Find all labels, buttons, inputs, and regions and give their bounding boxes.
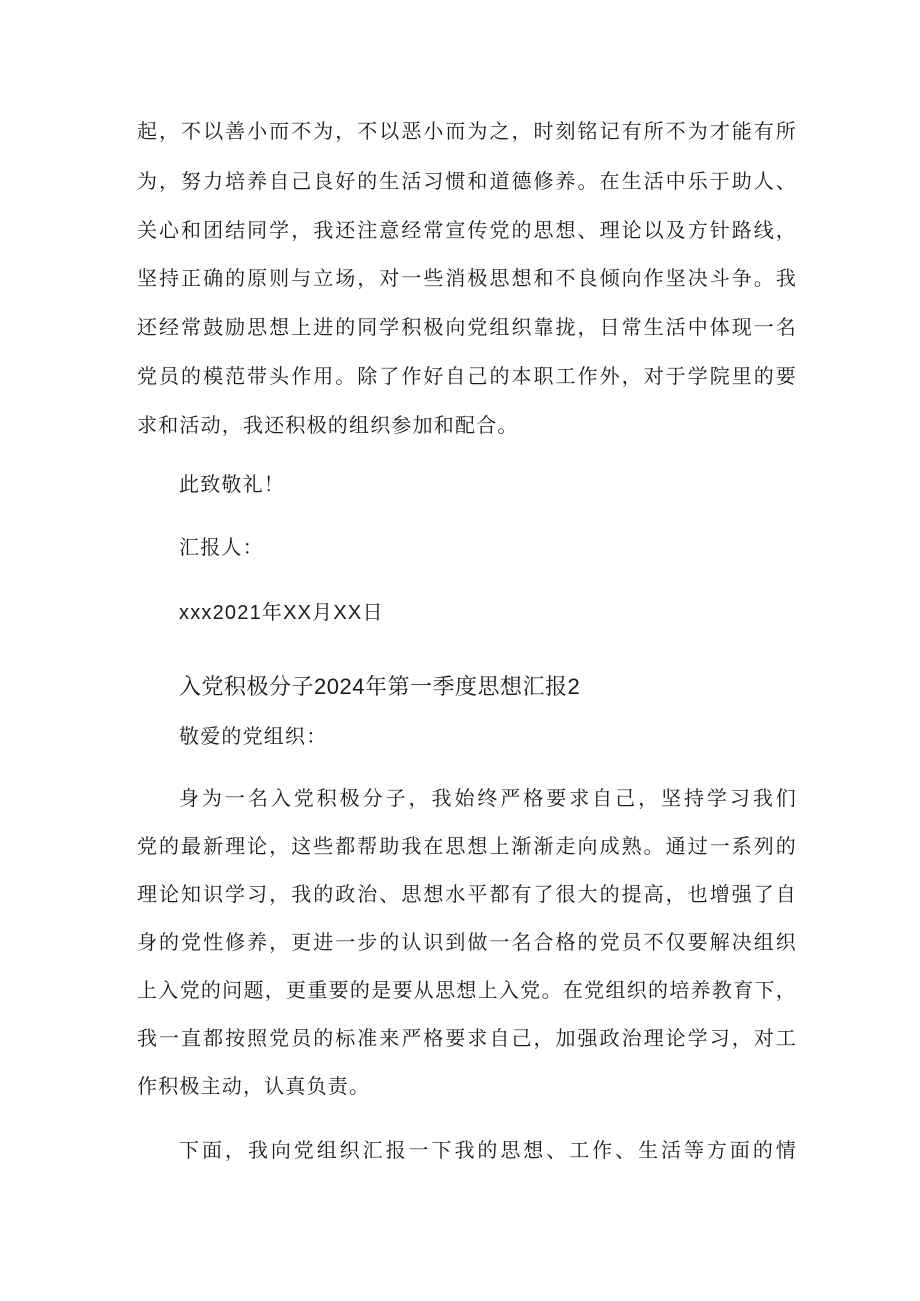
- paragraph-1-line-4: 坚持正确的原则与立场，对一些消极思想和不良倾向作坚决斗争。我: [137, 266, 797, 290]
- paragraph-2-line-6: 我一直都按照党员的标准来严格要求自己，加强政治理论学习，对工: [137, 1026, 797, 1050]
- paragraph-1-line-3: 关心和团结同学，我还注意经常宣传党的思想、理论以及方针路线，: [137, 218, 797, 242]
- report-date: xxx2021年XX月XX日: [179, 602, 384, 624]
- reporter-label: 汇报人：: [179, 535, 264, 559]
- section-title: 入党积极分子2024年第一季度思想汇报2: [179, 674, 581, 699]
- paragraph-2-line-5: 上入党的问题，更重要的是要从思想上入党。在党组织的培养教育下，: [137, 978, 797, 1002]
- paragraph-1-line-7: 求和活动，我还积极的组织参加和配合。: [137, 413, 519, 437]
- salutation: 敬爱的党组织：: [179, 724, 328, 748]
- paragraph-1-line-5: 还经常鼓励思想上进的同学积极向党组织靠拢，日常生活中体现一名: [137, 315, 797, 339]
- paragraph-1-line-6: 党员的模范带头作用。除了作好自己的本职工作外，对于学院里的要: [137, 364, 797, 388]
- paragraph-2-line-1: 身为一名入党积极分子，我始终严格要求自己，坚持学习我们: [179, 786, 797, 810]
- paragraph-2-line-4: 身的党性修养，更进一步的认识到做一名合格的党员不仅要解决组织: [137, 930, 797, 954]
- paragraph-1-line-2: 为，努力培养自己良好的生活习惯和道德修养。在生活中乐于助人、: [137, 169, 797, 193]
- paragraph-2-line-2: 党的最新理论，这些都帮助我在思想上渐渐走向成熟。通过一系列的: [137, 834, 797, 858]
- closing-greeting: 此致敬礼！: [179, 472, 285, 496]
- paragraph-2-line-7: 作积极主动，认真负责。: [137, 1074, 371, 1098]
- paragraph-1-line-1: 起，不以善小而不为，不以恶小而为之，时刻铭记有所不为才能有所: [137, 119, 797, 143]
- paragraph-2-line-3: 理论知识学习，我的政治、思想水平都有了很大的提高，也增强了自: [137, 882, 797, 906]
- paragraph-3-line-1: 下面，我向党组织汇报一下我的思想、工作、生活等方面的情: [179, 1138, 797, 1162]
